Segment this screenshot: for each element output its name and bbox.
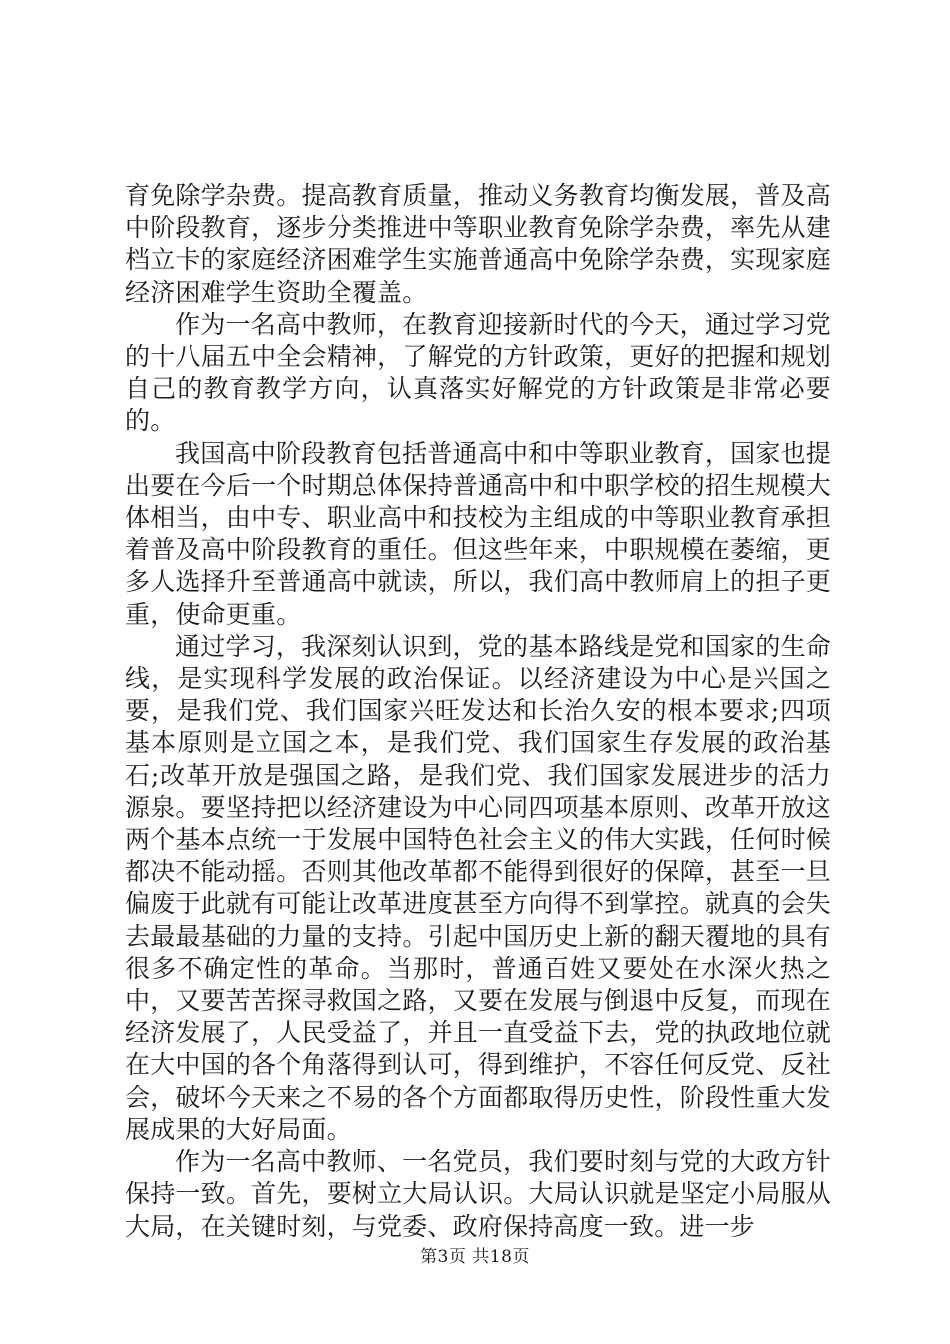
paragraph: 我国高中阶段教育包括普通高中和中等职业教育，国家也提出要在今后一个时期总体保持普通高中和中职学校的招生规模大体相当，由中专、职业高中和技校为主组成的中等职业教育承担着普及高中阶段教育的重任。但这些年来，中职规模在萎缩，更多人选择升至普通高中就读，所以，我们高中教师肩上的担子更重，使命更重。: [125, 438, 831, 629]
paragraph: 作为一名高中教师、一名党员，我们要时刻与党的大政方针保持一致。首先，要树立大局认识。大局认识就是坚定小局服从大局，在关键时刻，与党委、政府保持高度一致。进一步: [125, 1147, 831, 1241]
paragraph-continuation: 育免除学杂费。提高教育质量，推动义务教育均衡发展，普及高中阶段教育，逐步分类推进中等职业教育免除学杂费，率先从建档立卡的家庭经济困难学生实施普通高中免除学杂费，实现家庭经济困难学生资助全覆盖。: [125, 181, 831, 307]
paragraph: 作为一名高中教师，在教育迎接新时代的今天，通过学习党的十八届五中全会精神，了解党的方针政策，更好的把握和规划自己的教育教学方向，认真落实好解党的方针政策是非常必要的。: [125, 309, 831, 436]
document-body: [125, 180, 831, 1243]
paragraph: 通过学习，我深刻认识到，党的基本路线是党和国家的生命线，是实现科学发展的政治保证。以经济建设为中心是兴国之要，是我们党、我们国家兴旺发达和长治久安的根本要求;四项基本原则是立国之本，是我们党、我们国家生存发展的政治基石;改革开放是强国之路，是我们党、我们国家发展进步的活力源泉。要坚持把以经济建设为中心同四项基本原则、改革开放这两个基本点统一于发展中国特色社会主义的伟大实践，任何时候都决不能动摇。否则其他改革都不能得到很好的保障，甚至一旦偏废于此就有可能让改革进度甚至方向得不到掌控。就真的会失去最最基础的力量的支持。引起中国历史上新的翻天覆地的具有很多不确定性的革命。当那时，普通百姓又要处在水深火热之中，又要苦苦探寻救国之路，又要在发展与倒退中反复，而现在经济发展了，人民受益了，并且一直受益下去，党的执政地位就在大中国的各个角落得到认可，得到维护，不容任何反党、反社会，破坏今天来之不易的各个方面都取得历史性，阶段性重大发展成果的大好局面。: [125, 631, 831, 1144]
page-number-footer: 第3页 共18页: [420, 1247, 530, 1267]
